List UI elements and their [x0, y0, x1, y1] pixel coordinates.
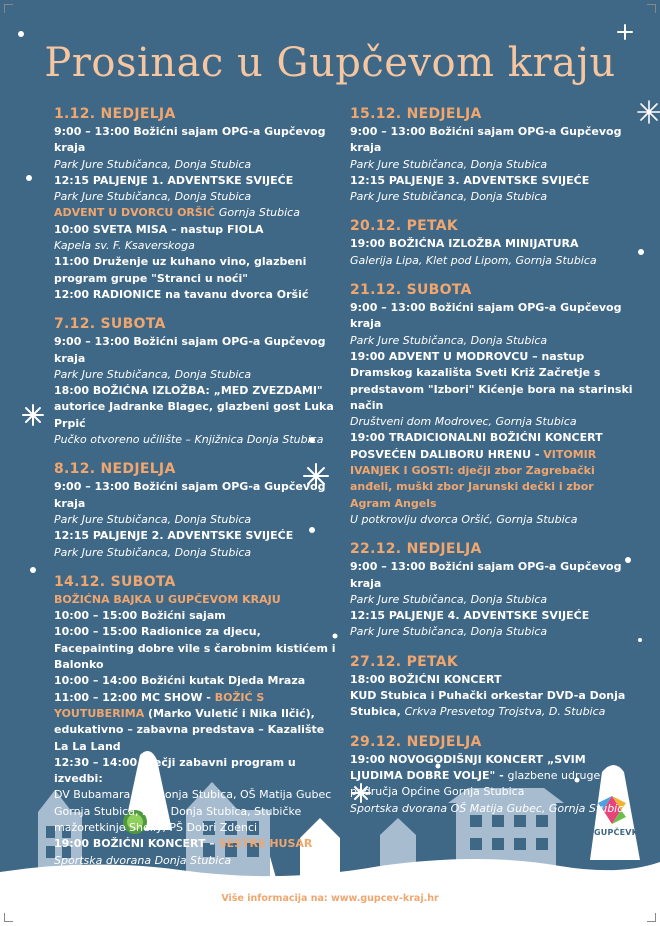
event-line: 12:15 PALJENJE 3. ADVENTSKE SVIJEĆE [350, 173, 590, 187]
event-text: ADVENT U DVORCU ORŠIĆ [54, 206, 219, 220]
day-block [350, 280, 635, 528]
event-text: 11:00 – 12:00 MC SHOW - [54, 690, 215, 704]
logo-label: GUPČEVKRAJ [594, 828, 654, 837]
day-date: 22.12. NEDJELJA [350, 541, 482, 558]
event-location: Kapela sv. F. Ksaverskoga [54, 239, 195, 253]
event-line: 18:00 BOŽIĆNA IZLOŽBA: „MED ZVEZDAMI" autorice Jadranke Blagec, glazbeni gost Luka Prpić [54, 384, 334, 430]
event-location: Park Jure Stubičanca, Donja Stubica [350, 157, 548, 171]
event-line: 9:00 – 13:00 Božićni sajam OPG-a Gupčevog kraja [54, 480, 326, 510]
event-text: KUD Stubica i Puhački orkestar DVD-a Donja Stubica, [350, 689, 626, 719]
event-line: 11:00 Druženje uz kuhano vino, glazbeni program grupe "Stranci u noći" [54, 255, 307, 285]
crop-mark [4, 4, 13, 13]
star-icon [618, 25, 632, 39]
event-text: (Marko Vuletić i Nika Ilčić), edukativno – zabavna predstava – Kazalište La La Land [54, 706, 325, 753]
event-line: 10:00 – 15:00 Božićni sajam [54, 609, 226, 623]
crop-mark [647, 4, 656, 13]
event-location: Društveni dom Modrovec, Gornja Stubica [350, 415, 577, 429]
event-line: 9:00 – 13:00 Božićni sajam OPG-a Gupčevog kraja [54, 125, 326, 155]
event-line: 10:00 – 14:00 Božićni kutak Djeda Mraza [54, 674, 306, 688]
event-location: Park Jure Stubičanca, Donja Stubica [54, 545, 252, 559]
event-line [350, 430, 635, 511]
event-text: BOŽIĆ S YOUTUBERIMA [54, 690, 265, 720]
day-date: 15.12. NEDJELJA [350, 106, 482, 122]
event-line: DV Bubamara, OŠ Donja Stubica, OŠ Matija Gubec Gornja Stubica, DND Donja Stubica, Stubičke mažoretkinje Shelly, PŠ Dobri Zdenci [54, 788, 332, 834]
event-text: Crkva Presvetog Trojstva, D. Stubica [404, 705, 606, 719]
event-line: 12:15 PALJENJE 2. ADVENTSKE SVIJEĆE [54, 529, 294, 543]
crop-mark [647, 913, 656, 922]
event-text: glazbene udruge s područja Općine Gornja Stubica [350, 768, 610, 799]
right-column [350, 104, 635, 828]
day-block [350, 652, 635, 721]
event-line: 9:00 – 13:00 Božićni sajam OPG-a Gupčevog kraja [54, 335, 326, 365]
day-date: 1.12. NEDJELJA [54, 106, 176, 122]
day-block [54, 104, 339, 303]
day-block [350, 732, 635, 817]
day-block [54, 572, 339, 869]
day-block [54, 459, 339, 560]
event-text: VITOMIR IVANJEK I GOSTI: [350, 447, 597, 478]
event-location: Park Jure Stubičanca, Donja Stubica [54, 190, 252, 204]
event-text: dječji zbor Zagrebački anđeli, muški zbor Jarunski dečki i zbor Agram Angels [350, 464, 595, 510]
event-location: Park Jure Stubičanca, Donja Stubica [350, 592, 548, 606]
event-line [350, 688, 635, 721]
footer[interactable]: Više informacija na: www.gupcev-kraj.hr [221, 893, 439, 904]
event-location: Sportska dvorana Donja Stubica [54, 853, 232, 867]
day-date: 14.12. SUBOTA [54, 573, 176, 590]
event-text: 19:00 NOVOGODIŠNJI KONCERT „SVIM LJUDIMA DOBRE VOLJE" - [350, 752, 586, 782]
event-line [54, 205, 339, 221]
event-line: 12:15 PALJENJE 1. ADVENTSKE SVIJEĆE [54, 173, 294, 187]
event-line: 12:15 PALJENJE 4. ADVENTSKE SVIJEĆE [350, 609, 590, 623]
day-date: 20.12. PETAK [350, 218, 459, 235]
day-date: 8.12. NEDJELJA [54, 461, 176, 478]
event-line: 12:00 RADIONICE na tavanu dvorca Oršić [54, 287, 309, 301]
crop-mark [4, 913, 13, 922]
left-column [54, 104, 339, 880]
event-line [54, 690, 339, 755]
event-location: U potkrovlju dvorca Oršić, Gornja Stubica [350, 512, 578, 526]
snowflake-icon [638, 101, 660, 123]
event-line: 12:30 – 14:00 Dječji zabavni program u izvedbi: [54, 755, 296, 786]
event-line: 19:00 ADVENT U MODROVCU – nastup Dramskog kazališta Sveti Križ Začretje s predstavom "Izbori" Kićenje bora na starinski način [350, 349, 633, 412]
event-line: 19:00 BOŽIĆNA IZLOŽBA MINIJATURA [350, 237, 579, 251]
event-location: Park Jure Stubičanca, Donja Stubica [54, 512, 252, 526]
event-line: 9:00 – 13:00 Božićni sajam OPG-a Gupčevog kraja [350, 301, 622, 331]
event-location: Pučko otvoreno učilište – Knjižnica Donja Stubica [54, 433, 324, 447]
day-date: 27.12. PETAK [350, 653, 459, 670]
day-block [350, 539, 635, 640]
day-block [54, 314, 339, 448]
event-line: BOŽIĆNA BAJKA U GUPČEVOM KRAJU [54, 592, 281, 606]
event-line [54, 836, 339, 852]
event-text: SESTRE HUSAR [218, 837, 313, 851]
event-location: Park Jure Stubičanca, Donja Stubica [350, 333, 548, 347]
event-line: 9:00 – 13:00 Božićni sajam OPG-a Gupčevog kraja [350, 560, 622, 590]
event-text: 19:00 TRADICIONALNI BOŽIĆNI KONCERT POSVEĆEN DALIBORU HRENU - [350, 431, 603, 461]
day-block [350, 104, 635, 205]
event-location: Sportska dvorana OŠ Matija Gubec, Gornja Stubica [350, 801, 631, 815]
event-line: 18:00 BOŽIĆNI KONCERT [350, 672, 502, 686]
event-text: Gornja Stubica [218, 206, 300, 220]
event-line [350, 752, 635, 801]
event-line: 10:00 – 15:00 Radionice za djecu, Facepainting dobre vile s čarobnim kistićem i Balonko [54, 625, 336, 672]
day-date: 7.12. SUBOTA [54, 316, 166, 333]
page-title: Prosinac u Gupčevom kraju [44, 40, 616, 86]
event-text: 19:00 BOŽIĆNI KONCERT – [54, 837, 219, 851]
day-block [350, 216, 635, 269]
event-location: Park Jure Stubičanca, Donja Stubica [54, 157, 252, 171]
event-line: 9:00 – 13:00 Božićni sajam OPG-a Gupčevog kraja [350, 125, 622, 155]
event-location: Park Jure Stubičanca, Donja Stubica [350, 190, 548, 204]
event-line: 10:00 SVETA MISA – nastup FIOLA [54, 222, 264, 236]
event-location: Galerija Lipa, Klet pod Lipom, Gornja Stubica [350, 253, 597, 267]
day-date: 29.12. NEDJELJA [350, 733, 482, 750]
day-date: 21.12. SUBOTA [350, 282, 472, 299]
event-location: Park Jure Stubičanca, Donja Stubica [54, 367, 252, 381]
event-location: Park Jure Stubičanca, Donja Stubica [350, 625, 548, 639]
snowflake-icon [23, 405, 43, 425]
